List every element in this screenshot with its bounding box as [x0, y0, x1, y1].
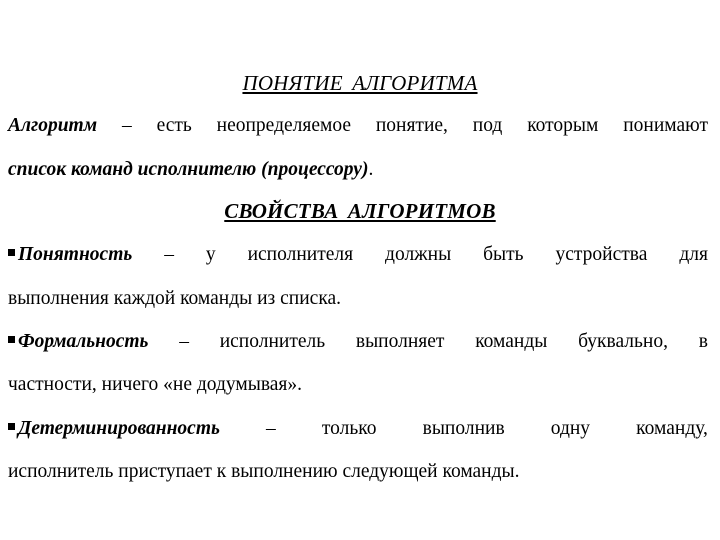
word: понятие, [375, 115, 448, 136]
word: – [266, 418, 276, 439]
word: выполняет [355, 331, 445, 352]
word: – [179, 331, 189, 352]
property-understandability-line-2: выполнения каждой команды из списка. [8, 288, 342, 309]
word: буквально, [578, 331, 668, 352]
word: устройства [555, 244, 648, 265]
property-term: Детерминированность [18, 418, 220, 439]
word: неопределяемое [216, 115, 351, 136]
property-term: Формальность [18, 331, 149, 352]
word: для [679, 244, 708, 265]
property-formality-line-2: частности, ничего «не додумывая». [8, 374, 303, 395]
definition-tail: . [368, 159, 374, 180]
definition-term: Алгоритм [8, 115, 98, 136]
word: быть [483, 244, 524, 265]
word: – [121, 115, 132, 136]
word: одну [550, 418, 591, 439]
word: команду, [636, 418, 708, 439]
word: которым [527, 115, 599, 136]
section-title-algorithm-properties: СВОЙСТВА АЛГОРИТМОВ [224, 199, 496, 223]
word: выполнив [422, 418, 505, 439]
property-determinism-line-1 [8, 417, 708, 441]
word: только [321, 418, 377, 439]
property-term-wrap [8, 330, 148, 354]
word: исполнитель [219, 331, 326, 352]
section-title-algorithm-concept: ПОНЯТИЕ АЛГОРИТМА [242, 71, 478, 95]
definition-emphasis: список команд исполнителю (процессору) [8, 159, 369, 180]
bullet-icon [8, 336, 15, 343]
bullet-icon [8, 249, 15, 256]
word: команды [475, 331, 548, 352]
word: исполнителя [247, 244, 354, 265]
word: под [472, 115, 503, 136]
word: должны [385, 244, 452, 265]
property-term-wrap [8, 417, 220, 441]
property-term-wrap [8, 243, 132, 267]
word: у [205, 244, 216, 265]
property-determinism-line-2: исполнитель приступает к выполнению следующей команды. [8, 461, 520, 482]
property-understandability-line-1 [8, 243, 708, 267]
bullet-icon [8, 423, 15, 430]
word: в [698, 331, 708, 352]
word: понимают [623, 115, 708, 136]
definition-line-2 [8, 158, 708, 182]
word: есть [156, 115, 192, 136]
property-term: Понятность [18, 244, 133, 265]
word: – [164, 244, 174, 265]
definition-line-1 [8, 114, 708, 138]
property-formality-line-1 [8, 330, 708, 354]
